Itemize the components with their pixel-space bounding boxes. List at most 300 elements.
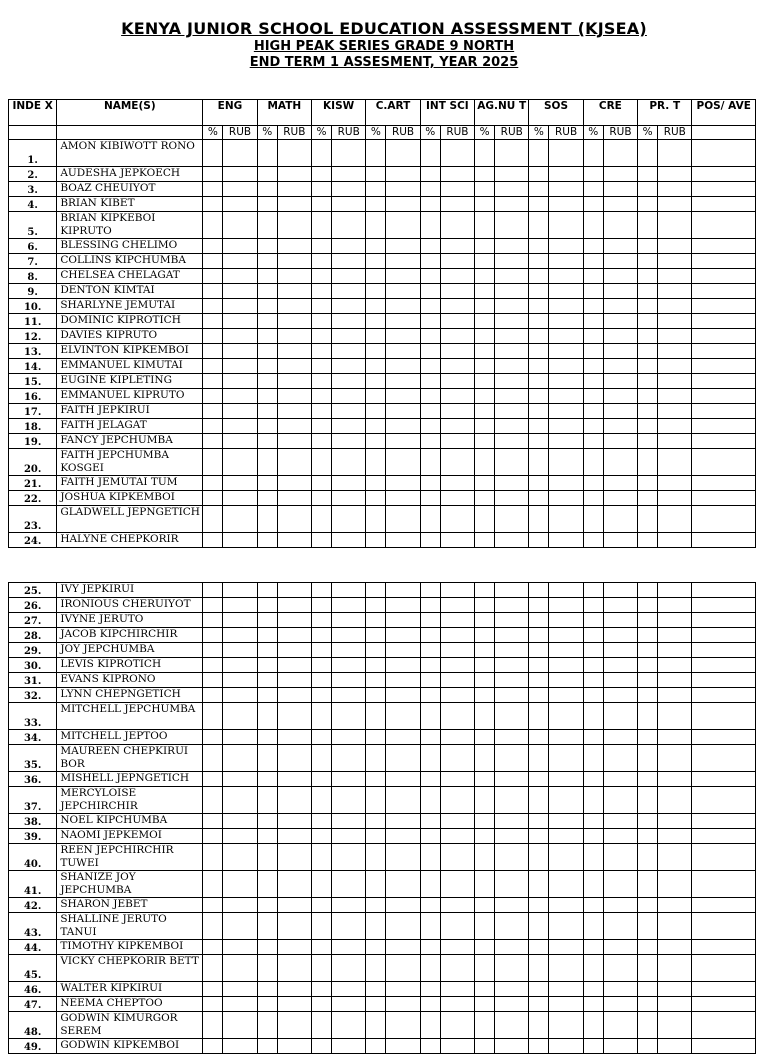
mark-cell (529, 239, 549, 254)
mark-cell (603, 197, 637, 212)
mark-cell (332, 254, 366, 269)
mark-cell (277, 449, 311, 476)
mark-cell (658, 212, 692, 239)
mark-cell (311, 982, 331, 997)
mark-cell (203, 673, 223, 688)
mark-cell (603, 814, 637, 829)
mark-cell (203, 140, 223, 167)
mark-cell (386, 703, 420, 730)
mark-cell (203, 329, 223, 344)
mark-cell (638, 449, 658, 476)
mark-cell (420, 628, 440, 643)
mark-cell (257, 434, 277, 449)
table-row (9, 898, 756, 913)
mark-cell (223, 140, 257, 167)
mark-cell (603, 344, 637, 359)
mark-cell (366, 239, 386, 254)
mark-cell (386, 982, 420, 997)
mark-cell (203, 583, 223, 598)
mark-cell (603, 829, 637, 844)
mark-cell (386, 434, 420, 449)
mark-cell (475, 419, 495, 434)
mark-cell (311, 703, 331, 730)
mark-cell (495, 434, 529, 449)
student-name: MISHELL JEPNGETICH (57, 772, 203, 787)
mark-cell (440, 476, 474, 491)
mark-cell (658, 140, 692, 167)
mark-cell (366, 658, 386, 673)
mark-cell (386, 628, 420, 643)
mark-cell (692, 299, 756, 314)
mark-cell (440, 329, 474, 344)
table-row (9, 814, 756, 829)
mark-cell (583, 745, 603, 772)
mark-cell (420, 167, 440, 182)
mark-cell (366, 167, 386, 182)
mark-cell (366, 449, 386, 476)
mark-cell (658, 673, 692, 688)
mark-cell (440, 269, 474, 284)
mark-cell (658, 871, 692, 898)
document-term: END TERM 1 ASSESMENT, YEAR 2025 (249, 55, 519, 70)
mark-cell (311, 404, 331, 419)
mark-cell (583, 254, 603, 269)
mark-cell (277, 703, 311, 730)
mark-cell (420, 419, 440, 434)
table-row (9, 1039, 756, 1054)
mark-cell (366, 898, 386, 913)
mark-cell (366, 583, 386, 598)
row-index: 28. (9, 628, 57, 643)
mark-cell (583, 844, 603, 871)
mark-cell (203, 419, 223, 434)
mark-cell (549, 913, 583, 940)
mark-cell (440, 506, 474, 533)
table-row (9, 613, 756, 628)
mark-cell (420, 269, 440, 284)
mark-cell (386, 212, 420, 239)
mark-cell (658, 658, 692, 673)
mark-cell (583, 491, 603, 506)
mark-cell (475, 389, 495, 404)
mark-cell (475, 643, 495, 658)
mark-cell (332, 1039, 366, 1054)
mark-cell (277, 359, 311, 374)
mark-cell (475, 404, 495, 419)
mark-cell (277, 239, 311, 254)
mark-cell (603, 269, 637, 284)
mark-cell (223, 476, 257, 491)
mark-cell (583, 772, 603, 787)
mark-cell (311, 197, 331, 212)
mark-cell (638, 814, 658, 829)
mark-cell (386, 491, 420, 506)
row-index: 26. (9, 598, 57, 613)
mark-cell (366, 344, 386, 359)
mark-cell (257, 476, 277, 491)
mark-cell (366, 673, 386, 688)
mark-cell (332, 533, 366, 548)
mark-cell (475, 476, 495, 491)
row-index: 43. (9, 913, 57, 940)
mark-cell (257, 212, 277, 239)
mark-cell (549, 212, 583, 239)
mark-cell (658, 583, 692, 598)
rubric-subheader: RUB (440, 126, 474, 140)
mark-cell (583, 1039, 603, 1054)
mark-cell (277, 997, 311, 1012)
mark-cell (440, 814, 474, 829)
mark-cell (475, 745, 495, 772)
mark-cell (257, 389, 277, 404)
mark-cell (440, 419, 474, 434)
mark-cell (658, 167, 692, 182)
marks-table-part2 (8, 582, 756, 1054)
rubric-subheader: RUB (658, 126, 692, 140)
mark-cell (223, 389, 257, 404)
mark-cell (549, 688, 583, 703)
mark-cell (203, 491, 223, 506)
mark-cell (332, 643, 366, 658)
mark-cell (332, 982, 366, 997)
mark-cell (692, 772, 756, 787)
mark-cell (440, 598, 474, 613)
mark-cell (277, 871, 311, 898)
mark-cell (603, 434, 637, 449)
mark-cell (658, 997, 692, 1012)
mark-cell (549, 389, 583, 404)
mark-cell (440, 1012, 474, 1039)
mark-cell (366, 197, 386, 212)
mark-cell (203, 1039, 223, 1054)
mark-cell (529, 772, 549, 787)
mark-cell (603, 314, 637, 329)
mark-cell (583, 269, 603, 284)
mark-cell (638, 374, 658, 389)
mark-cell (583, 284, 603, 299)
mark-cell (332, 829, 366, 844)
mark-cell (203, 269, 223, 284)
name-header: NAME(S) (57, 100, 203, 126)
mark-cell (223, 491, 257, 506)
mark-cell (583, 374, 603, 389)
mark-cell (440, 583, 474, 598)
table-row (9, 643, 756, 658)
mark-cell (692, 730, 756, 745)
mark-cell (440, 997, 474, 1012)
mark-cell (277, 167, 311, 182)
mark-cell (366, 772, 386, 787)
mark-cell (529, 491, 549, 506)
mark-cell (311, 140, 331, 167)
table-row (9, 404, 756, 419)
mark-cell (549, 772, 583, 787)
mark-cell (638, 491, 658, 506)
mark-cell (658, 329, 692, 344)
mark-cell (495, 491, 529, 506)
mark-cell (692, 613, 756, 628)
mark-cell (332, 730, 366, 745)
mark-cell (658, 476, 692, 491)
mark-cell (366, 284, 386, 299)
percent-subheader: % (311, 126, 331, 140)
mark-cell (223, 583, 257, 598)
mark-cell (311, 344, 331, 359)
mark-cell (529, 688, 549, 703)
mark-cell (332, 628, 366, 643)
mark-cell (583, 314, 603, 329)
mark-cell (583, 212, 603, 239)
mark-cell (692, 329, 756, 344)
mark-cell (692, 787, 756, 814)
mark-cell (386, 913, 420, 940)
subject-header: MATH (257, 100, 311, 126)
mark-cell (257, 329, 277, 344)
mark-cell (277, 745, 311, 772)
mark-cell (420, 491, 440, 506)
row-index: 17. (9, 404, 57, 419)
mark-cell (495, 772, 529, 787)
marks-table-part1 (8, 99, 756, 548)
mark-cell (311, 254, 331, 269)
mark-cell (495, 269, 529, 284)
mark-cell (658, 955, 692, 982)
mark-cell (366, 628, 386, 643)
mark-cell (549, 1039, 583, 1054)
mark-cell (257, 1012, 277, 1039)
mark-cell (311, 314, 331, 329)
student-name: SHARON JEBET (57, 898, 203, 913)
mark-cell (549, 628, 583, 643)
mark-cell (277, 673, 311, 688)
row-index: 40. (9, 844, 57, 871)
mark-cell (529, 359, 549, 374)
mark-cell (386, 829, 420, 844)
mark-cell (495, 449, 529, 476)
mark-cell (638, 359, 658, 374)
mark-cell (386, 658, 420, 673)
mark-cell (311, 628, 331, 643)
mark-cell (692, 913, 756, 940)
mark-cell (549, 167, 583, 182)
mark-cell (603, 613, 637, 628)
row-index: 42. (9, 898, 57, 913)
mark-cell (583, 344, 603, 359)
table-row (9, 940, 756, 955)
mark-cell (277, 1012, 311, 1039)
mark-cell (203, 239, 223, 254)
row-index: 38. (9, 814, 57, 829)
mark-cell (692, 434, 756, 449)
mark-cell (603, 140, 637, 167)
mark-cell (386, 419, 420, 434)
mark-cell (366, 491, 386, 506)
mark-cell (603, 389, 637, 404)
mark-cell (495, 844, 529, 871)
mark-cell (203, 913, 223, 940)
mark-cell (692, 269, 756, 284)
mark-cell (257, 745, 277, 772)
mark-cell (583, 140, 603, 167)
subject-header: C.ART (366, 100, 420, 126)
row-index: 14. (9, 359, 57, 374)
mark-cell (549, 404, 583, 419)
mark-cell (658, 254, 692, 269)
mark-cell (366, 359, 386, 374)
mark-cell (529, 955, 549, 982)
mark-cell (549, 871, 583, 898)
mark-cell (440, 982, 474, 997)
mark-cell (549, 533, 583, 548)
mark-cell (475, 533, 495, 548)
mark-cell (692, 844, 756, 871)
mark-cell (386, 167, 420, 182)
mark-cell (203, 940, 223, 955)
mark-cell (332, 374, 366, 389)
mark-cell (386, 997, 420, 1012)
mark-cell (223, 314, 257, 329)
table-row (9, 359, 756, 374)
mark-cell (332, 449, 366, 476)
mark-cell (277, 1039, 311, 1054)
mark-cell (638, 829, 658, 844)
percent-subheader: % (638, 126, 658, 140)
mark-cell (311, 643, 331, 658)
mark-cell (366, 419, 386, 434)
mark-cell (311, 940, 331, 955)
mark-cell (440, 703, 474, 730)
mark-cell (475, 197, 495, 212)
student-name: FAITH JEPKIRUI (57, 404, 203, 419)
mark-cell (529, 628, 549, 643)
student-name: HALYNE CHEPKORIR (57, 533, 203, 548)
mark-cell (440, 404, 474, 419)
mark-cell (583, 167, 603, 182)
mark-cell (386, 254, 420, 269)
mark-cell (583, 955, 603, 982)
mark-cell (529, 1039, 549, 1054)
row-index: 19. (9, 434, 57, 449)
mark-cell (420, 140, 440, 167)
mark-cell (475, 955, 495, 982)
mark-cell (583, 787, 603, 814)
mark-cell (529, 389, 549, 404)
mark-cell (420, 374, 440, 389)
mark-cell (549, 476, 583, 491)
mark-cell (440, 643, 474, 658)
mark-cell (366, 506, 386, 533)
student-name: BRIAN KIPKEBOI KIPRUTO (57, 212, 203, 239)
mark-cell (440, 829, 474, 844)
table-row (9, 982, 756, 997)
mark-cell (311, 449, 331, 476)
mark-cell (440, 314, 474, 329)
mark-cell (495, 913, 529, 940)
mark-cell (257, 299, 277, 314)
mark-cell (311, 814, 331, 829)
mark-cell (495, 787, 529, 814)
mark-cell (420, 1012, 440, 1039)
mark-cell (366, 299, 386, 314)
mark-cell (386, 449, 420, 476)
row-index: 47. (9, 997, 57, 1012)
mark-cell (420, 844, 440, 871)
mark-cell (495, 829, 529, 844)
mark-cell (495, 476, 529, 491)
mark-cell (332, 673, 366, 688)
student-name: BLESSING CHELIMO (57, 239, 203, 254)
mark-cell (257, 449, 277, 476)
mark-cell (223, 254, 257, 269)
mark-cell (495, 182, 529, 197)
mark-cell (583, 688, 603, 703)
mark-cell (495, 212, 529, 239)
table-row (9, 314, 756, 329)
mark-cell (692, 419, 756, 434)
mark-cell (420, 745, 440, 772)
mark-cell (475, 982, 495, 997)
mark-cell (277, 284, 311, 299)
mark-cell (257, 643, 277, 658)
mark-cell (332, 772, 366, 787)
mark-cell (203, 533, 223, 548)
mark-cell (223, 434, 257, 449)
mark-cell (420, 982, 440, 997)
mark-cell (386, 898, 420, 913)
mark-cell (549, 449, 583, 476)
student-name: JOY JEPCHUMBA (57, 643, 203, 658)
table-row (9, 533, 756, 548)
mark-cell (692, 982, 756, 997)
mark-cell (475, 1039, 495, 1054)
mark-cell (257, 703, 277, 730)
mark-cell (603, 182, 637, 197)
mark-cell (495, 1039, 529, 1054)
mark-cell (658, 844, 692, 871)
mark-cell (692, 829, 756, 844)
mark-cell (257, 1039, 277, 1054)
mark-cell (386, 197, 420, 212)
mark-cell (332, 940, 366, 955)
mark-cell (386, 269, 420, 284)
table-row (9, 329, 756, 344)
mark-cell (332, 404, 366, 419)
percent-subheader: % (583, 126, 603, 140)
mark-cell (366, 1039, 386, 1054)
student-name: JACOB KIPCHIRCHIR (57, 628, 203, 643)
mark-cell (475, 628, 495, 643)
table-row (9, 197, 756, 212)
mark-cell (223, 269, 257, 284)
mark-cell (366, 389, 386, 404)
mark-cell (495, 167, 529, 182)
mark-cell (658, 491, 692, 506)
mark-cell (603, 329, 637, 344)
mark-cell (583, 197, 603, 212)
mark-cell (420, 583, 440, 598)
mark-cell (277, 940, 311, 955)
mark-cell (583, 898, 603, 913)
mark-cell (440, 1039, 474, 1054)
mark-cell (549, 583, 583, 598)
mark-cell (223, 419, 257, 434)
student-name: MITCHELL JEPCHUMBA (57, 703, 203, 730)
mark-cell (440, 955, 474, 982)
mark-cell (257, 506, 277, 533)
percent-subheader: % (475, 126, 495, 140)
mark-cell (332, 491, 366, 506)
mark-cell (366, 404, 386, 419)
